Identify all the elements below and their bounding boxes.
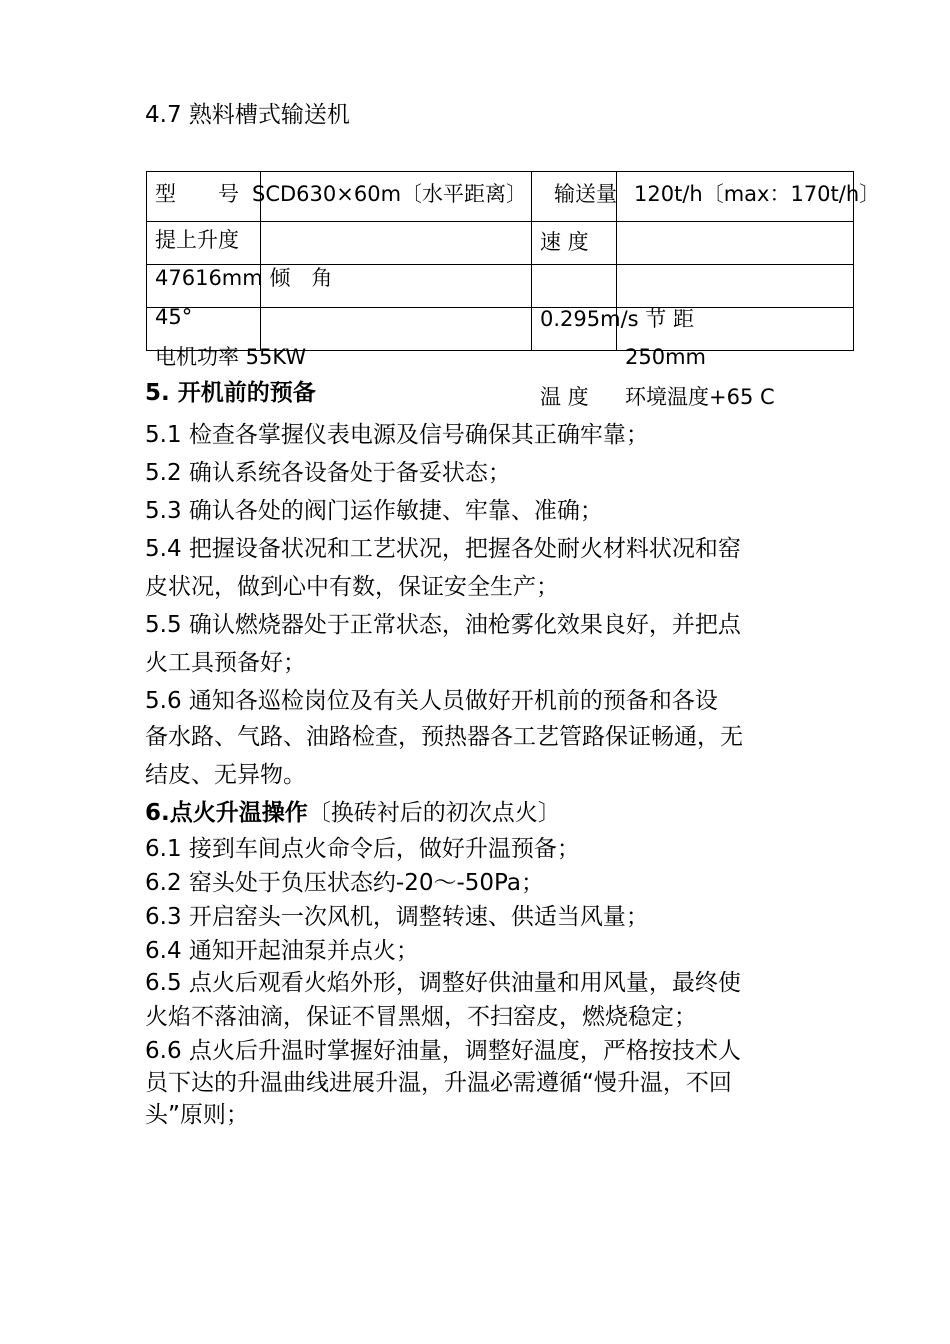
motor-power: 电机功率 55KW (155, 345, 307, 369)
paragraph-line: 5.3 确认各处的阀门运作敏捷、牢靠、准确； (145, 498, 603, 524)
paragraph-line: 头”原则； (145, 1102, 249, 1128)
section-title-4-7: 4.7 熟料槽式输送机 (145, 102, 350, 128)
paragraph-line: 5.1 检查各掌握仪表电源及信号确保其正确牢靠； (145, 422, 649, 448)
section-heading-6-bold: 6.点火升温操作 (145, 800, 308, 826)
section-heading-5: 5. 开机前的预备 (145, 380, 316, 406)
angle-value: 45° (155, 305, 193, 329)
capacity-value: 120t/h〔max：170t/h〕 (634, 182, 881, 206)
temp-label: 温 度 (540, 385, 589, 409)
lift-value-angle-label: 47616mm 倾 角 (155, 266, 333, 290)
paragraph-line: 6.3 开启窑头一次风机，调整转速、供适当风量； (145, 904, 649, 930)
pitch-value: 250mm (625, 345, 706, 369)
paragraph-line: 5.2 确认系统各设备处于备妥状态； (145, 460, 511, 486)
paragraph-line: 6.6 点火后升温时掌握好油量，调整好温度，严格按技术人 (145, 1038, 741, 1064)
table-border (146, 221, 854, 222)
paragraph-line: 备水路、气路、油路检查，预热器各工艺管路保证畅通，无 (145, 724, 743, 750)
paragraph-line: 5.6 通知各巡检岗位及有关人员做好开机前的预备和各设 (145, 688, 718, 714)
paragraph-line: 员下达的升温曲线进展升温，升温必需遵循“慢升温，不回 (145, 1070, 732, 1096)
paragraph-line: 皮状况，做到心中有数，保证安全生产； (145, 574, 559, 600)
table-border (146, 307, 854, 308)
paragraph-line: 5.4 把握设备状况和工艺状况，把握各处耐火材料状况和窑 (145, 536, 741, 562)
paragraph-line: 6.4 通知开起油泵并点火； (145, 938, 419, 964)
table-border (146, 171, 854, 172)
table-border (146, 171, 147, 351)
capacity-label: 输送量 (554, 182, 617, 206)
section-heading-6-note: 〔换砖衬后的初次点火〕 (307, 800, 561, 826)
speed-label: 速 度 (540, 230, 589, 254)
table-border (531, 171, 532, 351)
paragraph-line: 结皮、无异物。 (145, 762, 306, 788)
lift-label: 提上升度 (155, 228, 239, 252)
model-label: 型 号 (155, 182, 239, 206)
temp-value: 环境温度+65 C (625, 385, 775, 409)
section-heading-6 (145, 798, 561, 828)
paragraph-line: 5.5 确认燃烧器处于正常状态，油枪雾化效果良好，并把点 (145, 612, 741, 638)
paragraph-line: 6.1 接到车间点火命令后，做好升温预备； (145, 836, 580, 862)
paragraph-line: 6.5 点火后观看火焰外形，调整好供油量和用风量，最终使 (145, 970, 741, 996)
paragraph-line: 火工具预备好； (145, 650, 306, 676)
speed-value-pitch-label: 0.295m/s 节 距 (540, 307, 694, 331)
paragraph-line: 6.2 窑头处于负压状态约-20～-50Pa； (145, 870, 544, 896)
paragraph-line: 火焰不落油滴，保证不冒黑烟，不扫窑皮，燃烧稳定； (145, 1004, 697, 1030)
model-value: SCD630×60m〔水平距离〕 (252, 182, 528, 206)
